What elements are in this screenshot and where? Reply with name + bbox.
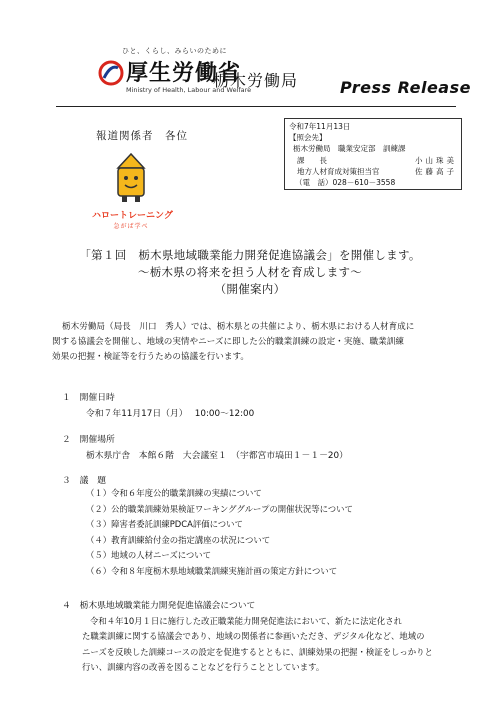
agenda-item: （１）令和６年度公的職業訓練の実績について — [86, 488, 262, 498]
section-4-line: 令和４年10月１日に施行した改正職業能力開発促進法において、新たに法定化され — [90, 616, 402, 626]
intro-paragraph — [52, 320, 462, 365]
contact-heading: 【照会先】 — [289, 133, 327, 143]
release-subtitle: ～栃木県の将来を担う人材を育成します～ — [137, 265, 363, 279]
agenda-item: （５）地域の人材ニーズについて — [86, 550, 212, 561]
ministry-logo-icon — [98, 60, 124, 86]
section-3-heading: ３ 議 題 — [62, 476, 106, 486]
intro-line: 効果の把握・検証等を行うための協議を行います。 — [52, 352, 249, 362]
ministry-name: 厚生労働省 — [126, 61, 242, 86]
header-divider — [56, 106, 456, 107]
bureau-name: 栃木労働局 — [213, 71, 299, 90]
section-4-heading: ４ 栃木県地域職業能力開発促進協議会について — [62, 601, 256, 611]
contact-role: 課 長 — [297, 155, 327, 165]
section-4-line: 行い、訓練内容の改善を図ることなどを行うこととしています。 — [82, 662, 325, 673]
agenda-item: （３）障害者委託訓練PDCA評価について — [86, 519, 243, 530]
agenda-list — [86, 486, 353, 580]
hello-training-sub: 急がば学べ — [113, 223, 149, 230]
intro-line: 栃木労働局（局長 川口 秀人）では、栃木県との共催により、栃木県における人材育成に — [62, 322, 415, 332]
release-note: （開催案内） — [214, 282, 286, 296]
contact-row — [289, 166, 457, 177]
section-2-heading: ２ 開催場所 — [62, 435, 115, 445]
contact-role: 地方人材育成対策担当官 — [297, 166, 380, 176]
ministry-english-name: Ministry of Health, Labour and Welfare — [126, 86, 252, 94]
contact-box — [284, 118, 462, 190]
section-4-body — [82, 614, 467, 676]
contact-department: 栃木労働局 職業安定部 訓練課 — [293, 144, 406, 154]
event-venue: 栃木県庁舎 本館６階 大会議室１ （宇都宮市塙田１－１－20） — [86, 451, 348, 461]
section-4-line: ニーズを反映した訓練コースの設定を促進するとともに、訓練効果の把握・検証をしっかりと — [82, 646, 433, 657]
section-1-heading: １ 開催日時 — [62, 393, 115, 403]
agenda-item: （２）公的職業訓練効果検証ワーキンググループの開催状況等について — [86, 503, 353, 514]
hello-training-logo — [92, 152, 173, 230]
section-4-line: た職業訓練に関する協議会であり、地域の関係者に参画いただき、デジタル化など、地域の — [82, 631, 425, 642]
agenda-item: （４）教育訓練給付金の指定講座の状況について — [86, 534, 271, 545]
hello-training-text: ハロートレーニング — [92, 211, 173, 221]
contact-row — [289, 155, 457, 166]
contact-phone: （電 話）028－610－3558 — [295, 178, 396, 188]
agenda-item: （６）令和８年度栃木県地域職業訓練実施計画の策定方針について — [86, 565, 338, 576]
contact-person: 小山珠美 — [415, 155, 457, 165]
addressee: 報道関係者 各位 — [96, 130, 188, 142]
intro-line: 関する協議会を開催し、地域の実情やニーズに即した公的職業訓練の設定・実施、職業訓練 — [52, 337, 404, 347]
press-release-label: Press Release — [340, 78, 471, 97]
release-date: 令和7年11月13日 — [289, 122, 351, 131]
event-datetime: 令和７年11月17日（月） 10:00～12:00 — [86, 409, 255, 419]
logo-tagline: ひと、くらし、みらいのために — [122, 47, 227, 55]
contact-person: 佐藤高子 — [415, 166, 457, 176]
release-title: 「第１回 栃木県地域職業能力開発促進協議会」を開催します。 — [79, 248, 421, 262]
mascot-icon — [96, 152, 166, 204]
